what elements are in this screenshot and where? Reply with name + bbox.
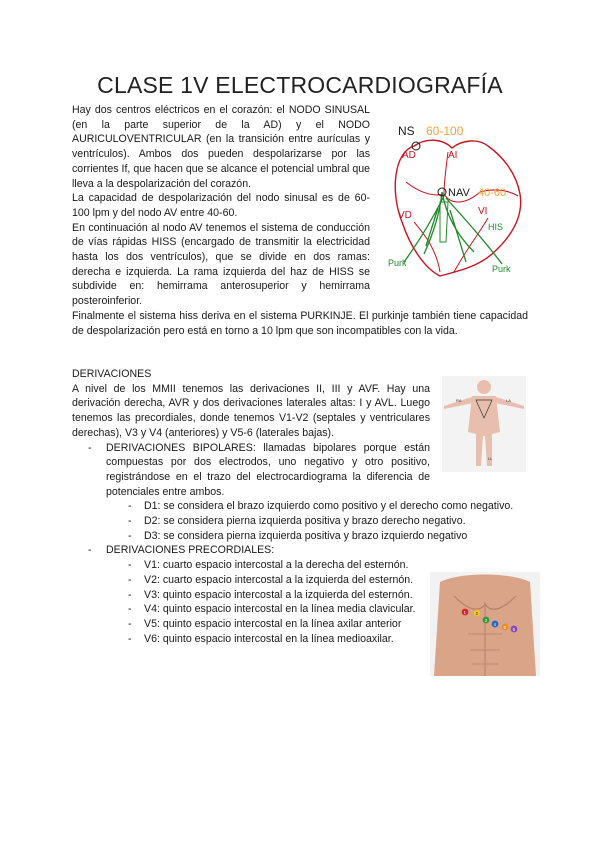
intro-p1: Hay dos centros eléctricos en el corazón: el NODO SINUSAL (en la parte superior de la AD) y el NODO AURICULOVENTRICULAR (en la transición entre aurículas y ventrículos). Ambos dos pueden despolarizarse por las corrientes If, que hacen que se alcance el potencial umbral que lleva a la despolarización del corazón. bbox=[72, 104, 370, 190]
derivaciones-intro: A nivel de los MMII tenemos las derivaciones II, III y AVF. Hay una derivación derecha, AVR y dos derivaciones laterales altas: I y AVL. Luego tenemos las precordiales, donde tenemos V1-V2 (septales y ventriculares derechas), V3 y V4 (anteriores) y V5-6 (laterales bajas). bbox=[72, 382, 430, 439]
bullet-dash: - bbox=[128, 632, 132, 645]
intro-p3: En continuación al nodo AV tenemos el sistema de conducción de vías rápidas HISS (encargado de transmitir la electricidad hasta los dos ventrículos), que se divide en dos ramas: derecha e izquierda. La rama izquierda del haz de HISS se subdivide en: hemirrama anterosuperior y hemirrama posteroinferior. bbox=[72, 221, 370, 308]
body-label-ll: LL bbox=[488, 456, 493, 461]
d1-text: D1: se considera el brazo izquierdo como positivo y el derecho como negativo. bbox=[144, 500, 514, 513]
d3-text: D3: se considera pierna izquierda positiva y brazo izquierdo negativo bbox=[144, 529, 468, 542]
sketch-spacer bbox=[378, 118, 528, 308]
electrode-label-1: 1 bbox=[463, 610, 466, 615]
bullet-dash: - bbox=[128, 500, 132, 513]
limb-leads-body-figure bbox=[442, 376, 526, 472]
intro-flow bbox=[72, 103, 528, 338]
v-item bbox=[128, 558, 418, 573]
bullet-dash: - bbox=[128, 559, 132, 572]
d-item bbox=[128, 499, 528, 514]
purkinje-label-right: Purk bbox=[492, 264, 511, 274]
bullet-dash: - bbox=[88, 441, 92, 454]
bullet-dash: - bbox=[128, 515, 132, 528]
derivaciones-heading: DERIVACIONES bbox=[72, 368, 152, 380]
d2-text: D2: se considera pierna izquierda positiva y brazo derecho negativo. bbox=[144, 515, 466, 528]
v5-text: V5: quinto espacio intercostal en la línea axilar anterior bbox=[144, 617, 402, 630]
ns-label: NS bbox=[398, 124, 415, 138]
bipolares-text: DERIVACIONES BIPOLARES: llamadas bipolares porque están compuestas por dos electrodos, uno negativo y otro positivo, registrándose en el trazo del electrocardiograma la diferencia de potenciales entre ambos. bbox=[106, 441, 430, 498]
ns-rate: 60-100 bbox=[426, 124, 464, 138]
v-item bbox=[128, 602, 418, 617]
electrode-label-3: 3 bbox=[484, 618, 487, 623]
nav-label: NAV bbox=[448, 187, 470, 199]
electrode-v5 bbox=[502, 624, 509, 631]
electrode-v1 bbox=[462, 609, 469, 616]
bullet-dash: - bbox=[128, 617, 132, 630]
body-label-la: LA bbox=[506, 398, 511, 403]
bullet-dash: - bbox=[128, 588, 132, 601]
precordiales-item bbox=[72, 543, 528, 558]
intro-p2: La capacidad de despolarización del nodo sinusal es de 60-100 lpm y del nodo AV entre 40-60. bbox=[72, 192, 370, 219]
v-list bbox=[72, 558, 418, 617]
electrode-label-2: 2 bbox=[475, 611, 478, 616]
precordial-chest-figure bbox=[430, 572, 540, 676]
d-list bbox=[72, 499, 528, 543]
electrode-label-5: 5 bbox=[503, 625, 506, 630]
v4-text: V4: quinto espacio intercostal en la línea media clavicular. bbox=[144, 603, 416, 616]
bullet-dash: - bbox=[128, 529, 132, 542]
electrode-label-6: 6 bbox=[512, 627, 515, 632]
d-item bbox=[128, 514, 528, 529]
electrode-v4 bbox=[492, 621, 499, 628]
bullet-dash: - bbox=[128, 603, 132, 616]
v2-text: V2: cuarto espacio intercostal a la izquierda del esternón. bbox=[144, 573, 414, 586]
precordiales-text: DERIVACIONES PRECORDIALES: bbox=[106, 544, 275, 557]
d-item bbox=[128, 529, 528, 544]
electrode-v3 bbox=[483, 617, 490, 624]
bullet-dash: - bbox=[88, 544, 92, 557]
electrode-v2 bbox=[474, 610, 481, 617]
nav-rate: 40-60 bbox=[478, 187, 507, 199]
v3-text: V3: quinto espacio intercostal a la izquierda del esternón. bbox=[144, 588, 413, 601]
v6-text: V6: quinto espacio intercostal en la línea medioaxilar. bbox=[144, 632, 394, 645]
electrode-label-4: 4 bbox=[493, 622, 496, 627]
vi-label: VI bbox=[478, 206, 488, 217]
v-item bbox=[128, 588, 418, 603]
page-title: CLASE 1V ELECTROCARDIOGRAFÍA bbox=[97, 72, 503, 98]
v-item bbox=[128, 573, 418, 588]
intro-p4: Finalmente el sistema hiss deriva en el sistema PURKINJE. El purkinje también tiene capacidad de despolarización pero está en torno a 10 lpm que son incompatibles con la vida. bbox=[72, 309, 528, 337]
ad-label: AD bbox=[402, 150, 416, 161]
his-label: HIS bbox=[488, 222, 504, 232]
bullet-dash: - bbox=[128, 573, 132, 586]
ai-label: AI bbox=[448, 150, 458, 161]
purkinje-label-left: Purk bbox=[388, 258, 407, 268]
v1-text: V1: cuarto espacio intercostal a la derecha del esternón. bbox=[144, 559, 409, 572]
vd-label: VD bbox=[398, 210, 412, 221]
electrode-v6 bbox=[511, 626, 518, 633]
body-label-ra: RA bbox=[456, 398, 462, 403]
